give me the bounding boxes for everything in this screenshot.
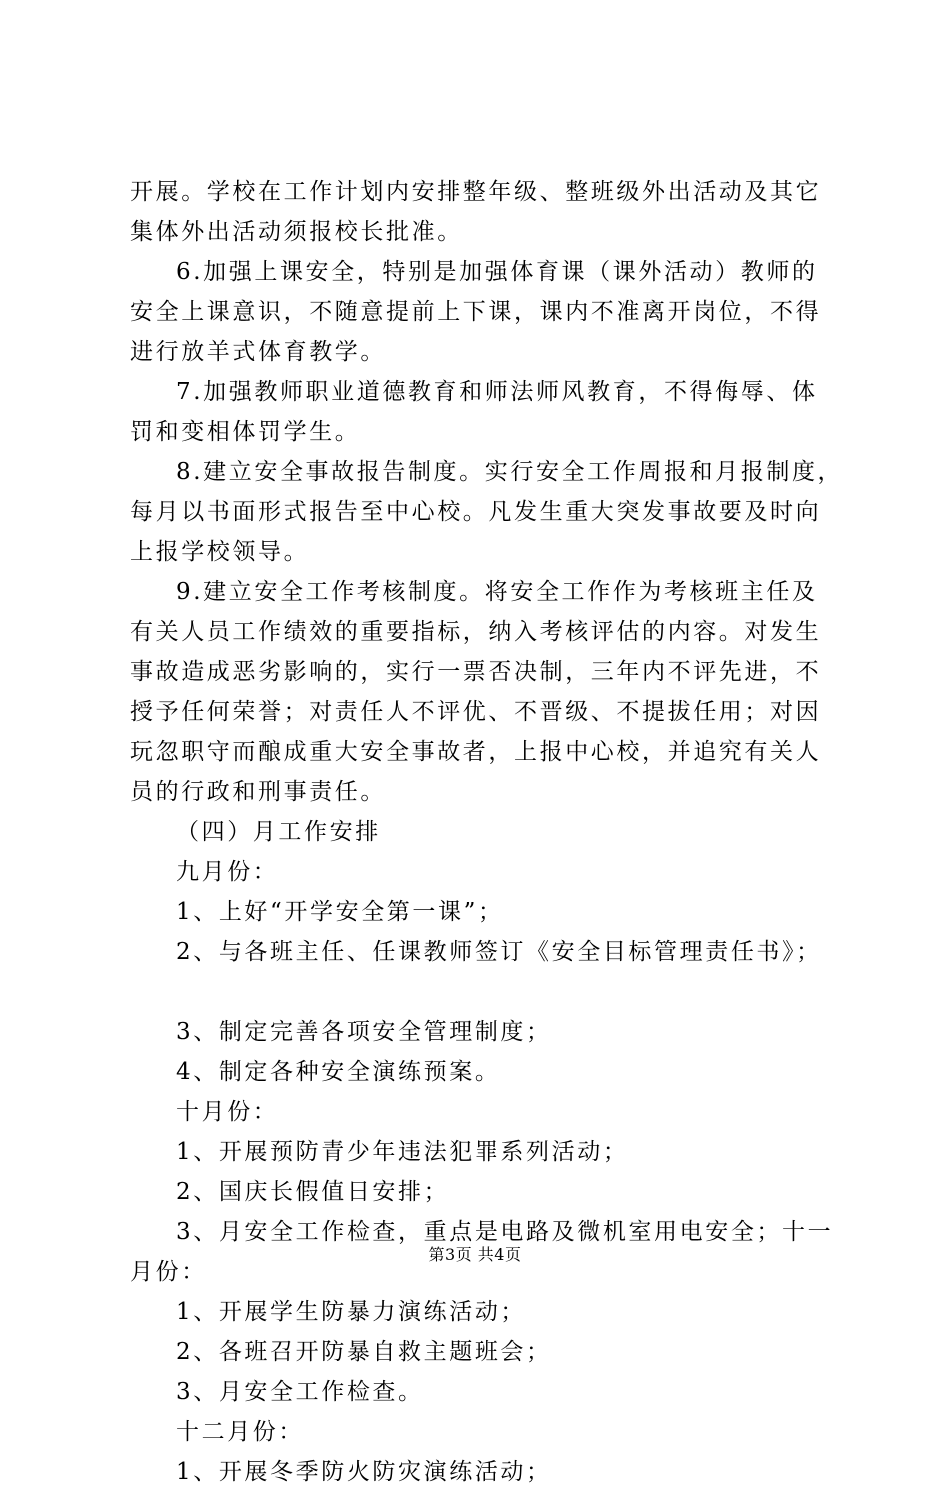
month-heading: 十月份： bbox=[176, 1099, 279, 1125]
text-line: 开展。学校在工作计划内安排整年级、整班级外出活动及其它 bbox=[130, 179, 822, 205]
list-item: 3、月安全工作检查，重点是电路及微机室用电安全；十一 bbox=[176, 1219, 834, 1245]
text-line: 每月以书面形式报告至中心校。凡发生重大突发事故要及时向 bbox=[130, 499, 822, 525]
list-item: 1、上好“开学安全第一课”； bbox=[176, 899, 504, 925]
list-item: 1、开展学生防暴力演练活动； bbox=[176, 1299, 527, 1325]
text-line: 事故造成恶劣影响的，实行一票否决制，三年内不评先进，不 bbox=[130, 659, 822, 685]
document-body bbox=[130, 172, 844, 1492]
text-line: 上报学校领导。 bbox=[130, 539, 310, 565]
month-heading: 十二月份： bbox=[176, 1419, 304, 1445]
text-line: 罚和变相体罚学生。 bbox=[130, 419, 361, 445]
text-line: 月份： bbox=[130, 1259, 207, 1285]
page-number: 第3页 共4页 bbox=[428, 1245, 522, 1264]
text-line: 集体外出活动须报校长批准。 bbox=[130, 219, 463, 245]
text-line: 员的行政和刑事责任。 bbox=[130, 779, 386, 805]
text-line: 安全上课意识，不随意提前上下课，课内不准离开岗位，不得 bbox=[130, 299, 822, 325]
list-item: 2、各班召开防暴自救主题班会； bbox=[176, 1339, 552, 1365]
list-item: 2、国庆长假值日安排； bbox=[176, 1179, 450, 1205]
text-line: 8.建立安全事故报告制度。实行安全工作周报和月报制度， bbox=[176, 459, 844, 485]
list-item: 2、与各班主任、任课教师签订《安全目标管理责任书》； bbox=[176, 939, 822, 965]
text-line: 有关人员工作绩效的重要指标，纳入考核评估的内容。对发生 bbox=[130, 619, 822, 645]
list-item: 3、月安全工作检查。 bbox=[176, 1379, 424, 1405]
list-item: 1、开展冬季防火防灾演练活动； bbox=[176, 1459, 552, 1485]
text-line: 6.加强上课安全，特别是加强体育课（课外活动）教师的 bbox=[176, 259, 818, 285]
text-line: 进行放羊式体育教学。 bbox=[130, 339, 386, 365]
text-line: 7.加强教师职业道德教育和师法师风教育，不得侮辱、体 bbox=[176, 379, 818, 405]
list-item: 1、开展预防青少年违法犯罪系列活动； bbox=[176, 1139, 629, 1165]
text-line: 9.建立安全工作考核制度。将安全工作作为考核班主任及 bbox=[176, 579, 818, 605]
blank-line bbox=[130, 972, 830, 1012]
list-item: 3、制定完善各项安全管理制度； bbox=[176, 1019, 552, 1045]
text-line: 授予任何荣誉；对责任人不评优、不晋级、不提拔任用；对因 bbox=[130, 699, 822, 725]
section-heading: （四）月工作安排 bbox=[176, 819, 381, 845]
list-item: 4、制定各种安全演练预案。 bbox=[176, 1059, 501, 1085]
month-heading: 九月份： bbox=[176, 859, 279, 885]
text-line: 玩忽职守而酿成重大安全事故者，上报中心校，并追究有关人 bbox=[130, 739, 822, 765]
